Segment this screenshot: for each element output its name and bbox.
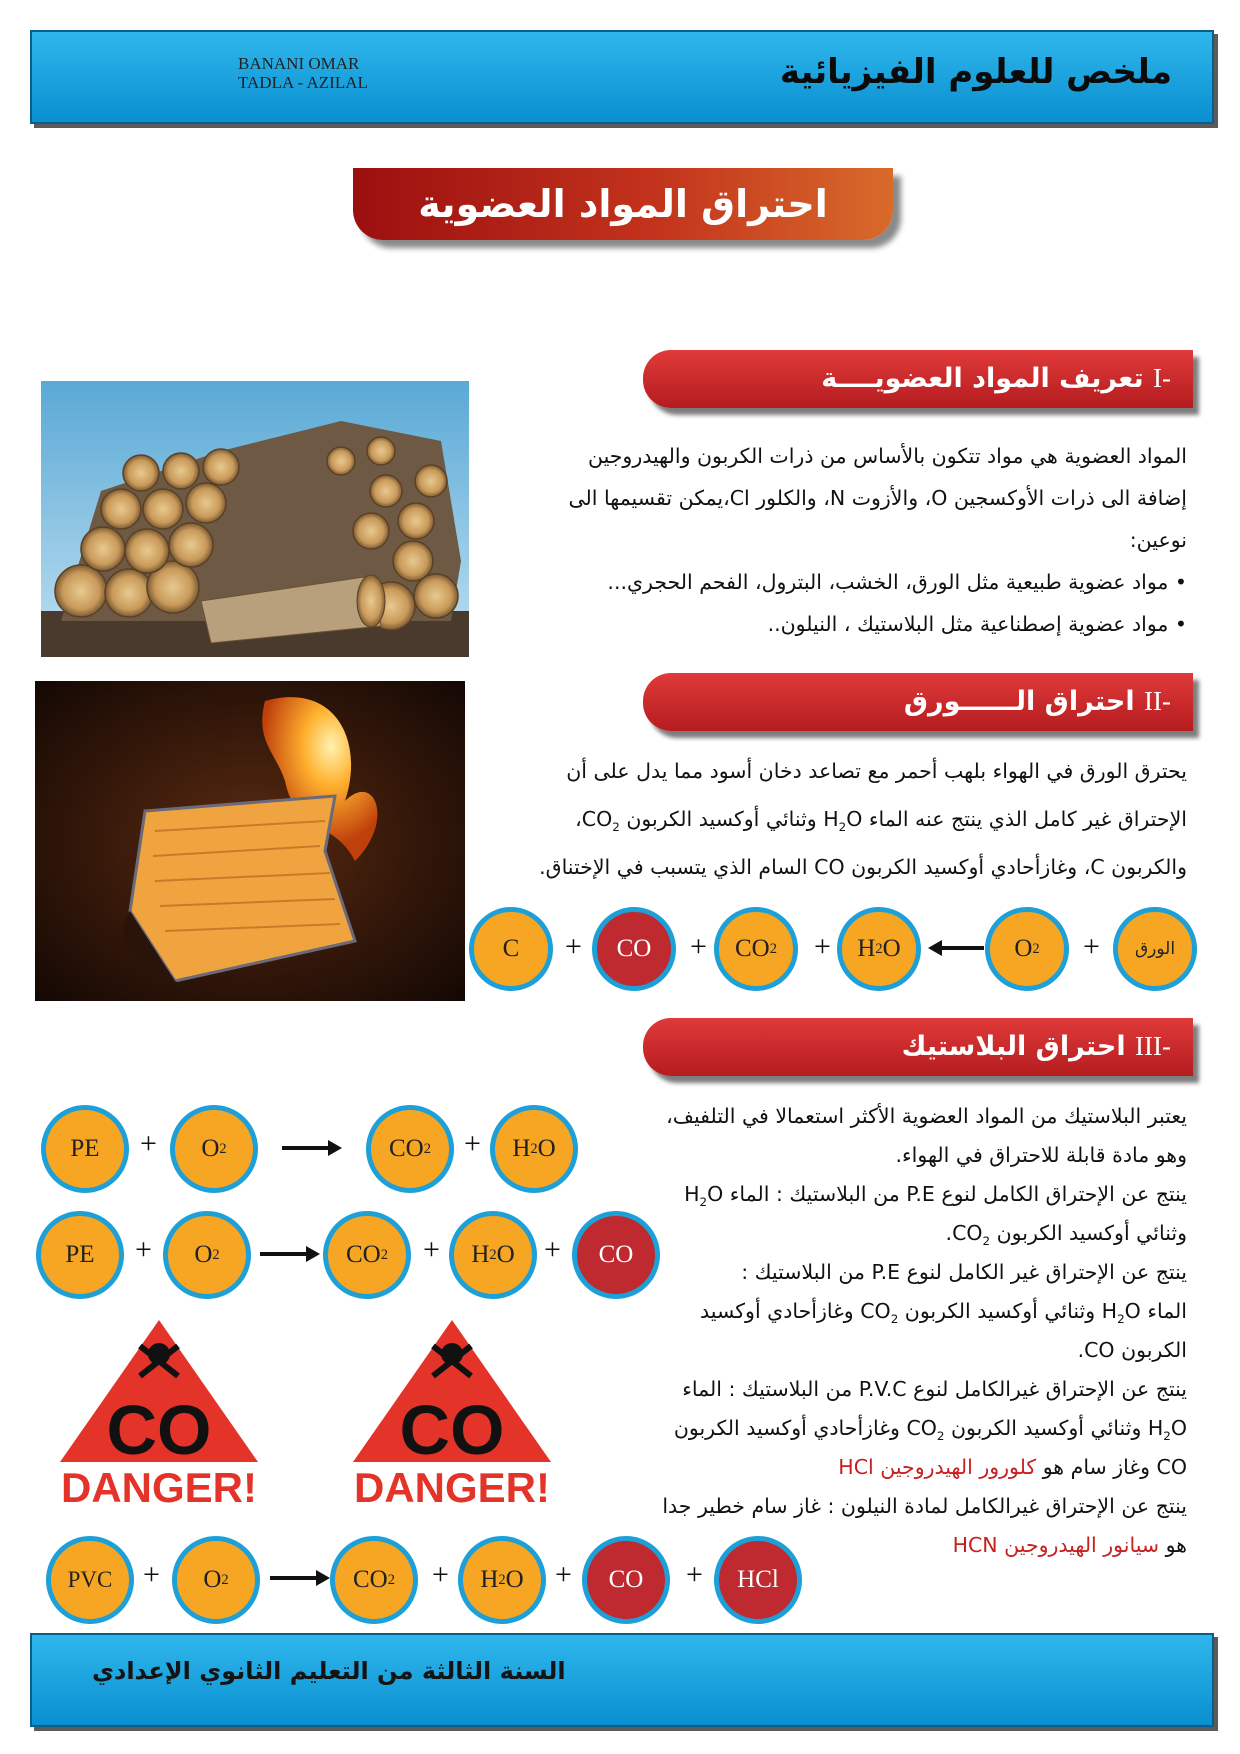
danger-left-label: DANGER! (61, 1464, 257, 1511)
section-2-line-1: يحترق الورق في الهواء بلهب أحمر مع تصاعد دخان أسود مما يدل على أن (566, 759, 1187, 783)
eq2-pe-label: PE (65, 1241, 95, 1268)
eq-paper-reactant-label: الورق (1134, 939, 1176, 959)
s3-l3-b: O (707, 1182, 724, 1206)
s3-l6-a: الماء H (1101, 1299, 1187, 1323)
eq1-h: H (512, 1135, 531, 1162)
eq3-o-sub: 2 (221, 1571, 229, 1588)
eq3-co-label: CO (608, 1566, 644, 1593)
eq2-co-label: CO (598, 1241, 634, 1268)
section-3-line-12 (953, 1531, 1187, 1559)
eq3-plus-4: + (686, 1558, 703, 1591)
s3-l10-a: CO وغاز سام هو (1036, 1455, 1187, 1479)
eq-paper-o: O (1014, 935, 1033, 962)
page-title: احتراق المواد العضوية (353, 168, 893, 240)
section-2-heading (643, 673, 1193, 731)
section-3-line-9 (674, 1414, 1187, 1450)
section-1-line-1: المواد العضوية هي مواد تتكون بالأساس من ذرات الكربون والهيدروجين (587, 444, 1187, 468)
section-1-title: تعريف المواد العضويــــة (821, 363, 1144, 394)
section-2-line-3: والكربون C، وغازأحادي أوكسيد الكربون CO السام الذي يتسبب في الإختناق. (539, 855, 1187, 879)
header-title: ملخص للعلوم الفيزيائية (779, 52, 1172, 92)
eq3-co (582, 1536, 670, 1624)
author-block (238, 54, 368, 92)
section-2-line-2 (575, 805, 1187, 841)
section-3-line-5: ينتج عن الإحتراق غير الكامل لنوع P.E من البلاستيك : (741, 1260, 1187, 1284)
eq3-hcl-label: HCl (737, 1566, 779, 1593)
eq-paper-arrow (928, 938, 986, 958)
eq3-pvc (46, 1536, 134, 1624)
eq1-co2-sub: 2 (423, 1140, 431, 1157)
s3-l4-b: . (945, 1221, 953, 1245)
eq-paper-co (592, 907, 676, 991)
eq1-pe (41, 1105, 129, 1193)
eq1-co2 (366, 1105, 454, 1193)
section-3-line-8: ينتج عن الإحتراق غيرالكامل لنوع P.V.C من البلاستيك : الماء (682, 1377, 1187, 1401)
eq3-arrow (270, 1568, 330, 1588)
section-2-title: احتراق الــــــورق (903, 686, 1135, 717)
eq2-co2-label: CO (346, 1241, 381, 1268)
logs-illustration (41, 381, 469, 657)
s3-l3-sub: 2 (699, 1195, 708, 1210)
eq3-plus-1: + (143, 1558, 160, 1591)
eq1-h2o (490, 1105, 578, 1193)
eq2-co2 (323, 1211, 411, 1299)
danger-left-gas: CO (106, 1391, 212, 1469)
burning-paper-photo (35, 681, 465, 1001)
section-3-line-10 (838, 1453, 1187, 1481)
eq-paper-plus-2: + (814, 930, 831, 963)
s3-l9-b: O وثنائي أوكسيد الكربون CO (906, 1416, 1187, 1440)
s3-l3-a: ينتج عن الإحتراق الكامل لنوع P.E من البلاستيك : الماء H (684, 1182, 1187, 1206)
eq3-h-sub: 2 (498, 1571, 506, 1588)
eq1-plus-1: + (140, 1127, 157, 1160)
danger-sign-right (341, 1312, 563, 1512)
eq3-co2-sub: 2 (387, 1571, 395, 1588)
eq-paper-h: H (857, 935, 876, 962)
eq2-plus-1: + (135, 1233, 152, 1266)
section-3-line-7: الكربون CO. (1077, 1338, 1187, 1362)
eq-paper-carbon (469, 907, 553, 991)
danger-sign-right-svg (341, 1312, 563, 1512)
eq2-h-sub: 2 (489, 1246, 497, 1263)
s3-l4-a: وثنائي أوكسيد الكربون CO (952, 1221, 1187, 1245)
footer-text: السنة الثالثة من التعليم الثانوي الإعدادي (92, 1657, 566, 1685)
eq1-pe-label: PE (70, 1135, 100, 1162)
eq-paper-plus-1: + (1083, 930, 1100, 963)
line2-part-b: O وثنائي أوكسيد الكربون CO (581, 807, 863, 831)
header-bar (30, 30, 1214, 124)
eq2-o-sub: 2 (212, 1246, 220, 1263)
section-3-line-1: يعتبر البلاستيك من المواد العضوية الأكثر استعمالا في التلفيف، (666, 1104, 1187, 1128)
section-1-bullet-1: • مواد عضوية طبيعية مثل الورق، الخشب، البترول، الفحم الحجري... (607, 570, 1187, 594)
section-3-line-3 (684, 1180, 1187, 1216)
eq-paper-oxygen (985, 907, 1069, 991)
logs-photo (41, 381, 469, 657)
eq1-h-o: O (537, 1135, 556, 1162)
eq1-arrow (282, 1138, 342, 1158)
eq3-h: H (480, 1566, 499, 1593)
section-1-bullet-2: • مواد عضوية إصطناعية مثل البلاستيك ، النيلون.. (767, 612, 1187, 636)
s3-l10-red: كلورور الهيدروجين HCl (838, 1455, 1037, 1479)
s3-l4-sub: 2 (982, 1234, 991, 1249)
eq2-plus-2: + (423, 1233, 440, 1266)
eq3-hcl (714, 1536, 802, 1624)
bullet-1-text: مواد عضوية طبيعية مثل الورق، الخشب، البترول، الفحم الحجري... (607, 570, 1169, 594)
danger-right-label: DANGER! (354, 1464, 550, 1511)
eq-paper-c-label: C (502, 935, 520, 962)
burning-paper-illustration (35, 681, 465, 1001)
section-1-line-3: نوعين: (1129, 528, 1187, 552)
line2-part-c: ، (575, 807, 582, 831)
eq-paper-h-o: O (882, 935, 901, 962)
eq2-arrow (260, 1244, 320, 1264)
eq-paper-co-label: CO (616, 935, 652, 962)
eq1-co2-label: CO (389, 1135, 424, 1162)
eq3-h2o (458, 1536, 546, 1624)
section-3-line-11: ينتج عن الإحتراق غيرالكامل لمادة النيلون : غاز سام خطير جدا (662, 1494, 1187, 1518)
line2-sub-a: 2 (838, 820, 847, 835)
s3-l12-a: هو (1159, 1533, 1187, 1557)
s3-l12-red: سيانور الهيدروجين HCN (952, 1533, 1160, 1557)
danger-sign-left (48, 1312, 270, 1512)
s3-l9-a: H (1147, 1416, 1164, 1440)
bullet-2-text: مواد عضوية إصطناعية مثل البلاستيك ، النيلون.. (767, 612, 1169, 636)
eq-paper-water (837, 907, 921, 991)
danger-sign-left-svg (48, 1312, 270, 1512)
eq3-pvc-label: PVC (67, 1567, 113, 1592)
eq3-co2-label: CO (353, 1566, 388, 1593)
eq2-h-o: O (496, 1241, 515, 1268)
line2-part-a: الإحتراق غير كامل الذي ينتج عنه الماء H (823, 807, 1187, 831)
eq1-o2 (170, 1105, 258, 1193)
s3-l9-sub2: 2 (936, 1429, 945, 1444)
eq1-h-sub: 2 (530, 1140, 538, 1157)
section-3-number: -III (1135, 1031, 1171, 1061)
eq-paper-co2-sub: 2 (769, 940, 777, 957)
eq1-o: O (201, 1135, 220, 1162)
section-3-line-4 (946, 1219, 1187, 1255)
section-1-number: -I (1153, 363, 1171, 393)
eq2-o: O (194, 1241, 213, 1268)
author-place: TADLA - AZILAL (238, 73, 368, 92)
line2-sub-b: 2 (612, 820, 620, 835)
eq-paper-co2-label: CO (735, 935, 770, 962)
eq2-plus-3: + (544, 1233, 561, 1266)
eq-paper-co2 (714, 907, 798, 991)
section-3-line-6 (700, 1297, 1187, 1333)
eq-paper-o-sub: 2 (1032, 940, 1040, 957)
section-1-heading (643, 350, 1193, 408)
eq2-o2 (163, 1211, 251, 1299)
section-3-line-2: وهو مادة قابلة للاحتراق في الهواء. (895, 1143, 1187, 1167)
s3-l6-c: وغازأحادي أوكسيد (700, 1299, 861, 1323)
eq2-pe (36, 1211, 124, 1299)
eq3-co2 (330, 1536, 418, 1624)
eq3-o: O (203, 1566, 222, 1593)
eq2-h: H (471, 1241, 490, 1268)
section-3-title: احتراق البلاستيك (901, 1031, 1126, 1062)
eq2-co2-sub: 2 (380, 1246, 388, 1263)
eq3-plus-3: + (555, 1558, 572, 1591)
eq3-h-o: O (505, 1566, 524, 1593)
eq-paper-plus-4: + (565, 930, 582, 963)
eq2-h2o (449, 1211, 537, 1299)
footer-bar (30, 1633, 1214, 1727)
eq-paper-reactant (1113, 907, 1197, 991)
s3-l6-sub1: 2 (1117, 1312, 1125, 1327)
eq3-plus-2: + (432, 1558, 449, 1591)
s3-l6-sub2: 2 (890, 1312, 899, 1327)
danger-right-gas: CO (399, 1391, 505, 1469)
author-name: BANANI OMAR (238, 54, 360, 73)
s3-l9-sub1: 2 (1163, 1429, 1171, 1444)
eq-paper-plus-3: + (690, 930, 707, 963)
eq1-o-sub: 2 (219, 1140, 227, 1157)
section-3-heading (643, 1018, 1193, 1076)
eq1-plus-2: + (464, 1127, 481, 1160)
s3-l9-c: وغازأحادي أوكسيد الكربون (673, 1416, 907, 1440)
eq2-co (572, 1211, 660, 1299)
eq3-o2 (172, 1536, 260, 1624)
section-1-line-2: إضافة الى ذرات الأوكسجين O، والأزوت N، والكلور Cl،يمكن تقسيمها الى (568, 486, 1187, 510)
eq-paper-h-sub: 2 (875, 940, 883, 957)
s3-l6-b: O وثنائي أوكسيد الكربون CO (860, 1299, 1141, 1323)
section-2-number: -II (1144, 686, 1171, 716)
